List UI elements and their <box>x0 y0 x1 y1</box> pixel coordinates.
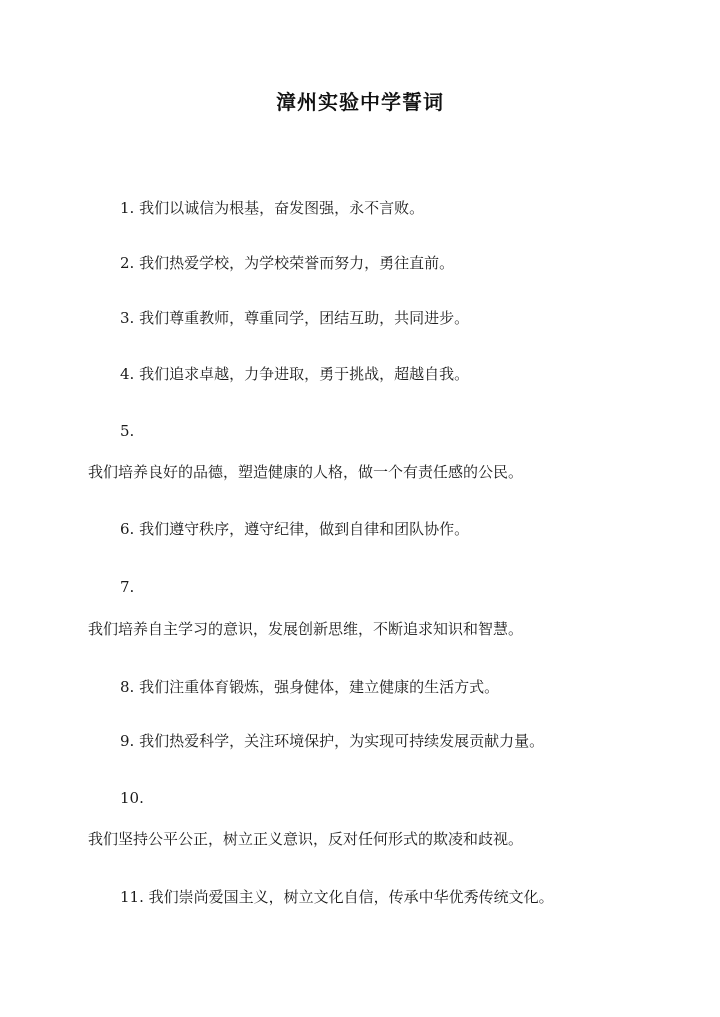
pledge-text: 我们尊重教师，尊重同学，团结互助，共同进步。 <box>139 309 470 327</box>
pledge-number: 7. <box>120 578 135 596</box>
pledge-number: 1. <box>120 199 135 217</box>
pledge-item-9 <box>120 731 544 751</box>
pledge-number: 3. <box>120 309 135 327</box>
pledge-text: 我们以诚信为根基，奋发图强，永不言败。 <box>139 199 425 217</box>
pledge-text: 我们遵守秩序，遵守纪律，做到自律和团队协作。 <box>139 520 470 538</box>
pledge-item-1 <box>120 198 424 218</box>
pledge-text: 我们注重体育锻炼，强身健体，建立健康的生活方式。 <box>139 678 500 696</box>
pledge-number: 11. <box>120 888 144 906</box>
pledge-item-4 <box>120 364 469 384</box>
pledge-number: 10. <box>120 789 144 807</box>
pledge-text: 我们热爱学校，为学校荣誉而努力，勇往直前。 <box>139 254 455 272</box>
pledge-item-6 <box>120 519 469 539</box>
pledge-number: 6. <box>120 520 135 538</box>
pledge-number: 8. <box>120 678 135 696</box>
pledge-number: 9. <box>120 732 135 750</box>
pledge-text: 我们热爱科学，关注环境保护，为实现可持续发展贡献力量。 <box>139 732 545 750</box>
pledge-item-2 <box>120 253 454 273</box>
pledge-text: 我们培养自主学习的意识，发展创新思维，不断追求知识和智慧。 <box>88 620 524 638</box>
pledge-item-8 <box>120 677 499 697</box>
pledge-item-3 <box>120 308 469 328</box>
pledge-text: 我们坚持公平公正，树立正义意识，反对任何形式的欺凌和歧视。 <box>88 830 524 848</box>
pledge-text: 我们培养良好的品德，塑造健康的人格，做一个有责任感的公民。 <box>88 463 524 481</box>
pledge-number: 5. <box>120 422 135 440</box>
pledge-text: 我们崇尚爱国主义，树立文化自信，传承中华优秀传统文化。 <box>148 888 554 906</box>
pledge-number: 4. <box>120 365 135 383</box>
document-title: 漳州实验中学誓词 <box>276 90 444 114</box>
pledge-number: 2. <box>120 254 135 272</box>
pledge-text: 我们追求卓越，力争进取，勇于挑战，超越自我。 <box>139 365 470 383</box>
pledge-item-11 <box>120 887 554 907</box>
